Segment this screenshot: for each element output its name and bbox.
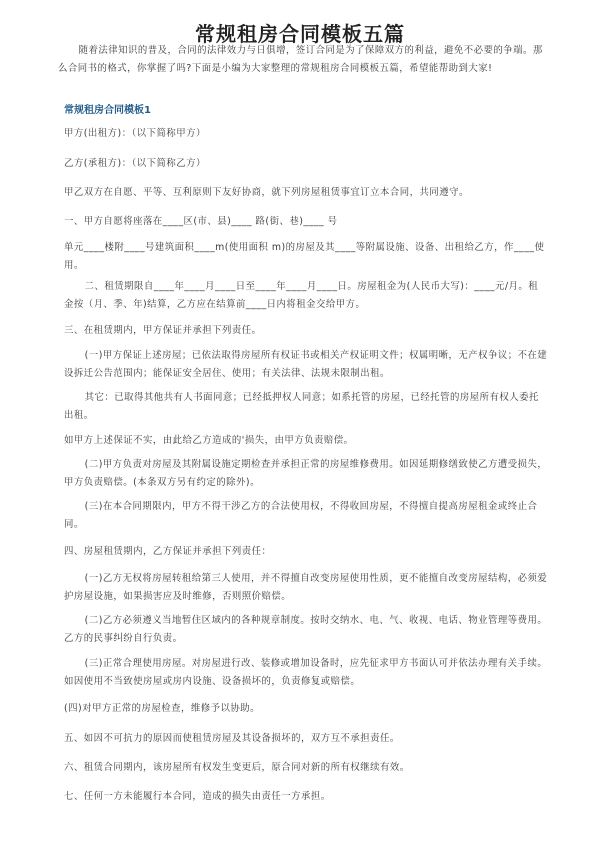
clause-4-4-line: (四)对甲方正常的房屋检查，维修予以协助。 [64, 703, 260, 714]
clause-5-line: 五、如因不可抗力的原因而使租赁房屋及其设备损坏的，双方互不承担责任。 [64, 733, 400, 744]
party-a-line: 甲方(出租方)：（以下简称甲方） [64, 128, 206, 139]
clause-1-line-1: 一、甲方自愿将座落在____区(市、县)____ 路(街、巷)____ 号 [64, 216, 338, 227]
clause-1-line-2: 单元____楼附____号建筑面积____m(使用面积 m)的房屋及其____等附属设施、设备、出租给乙方，作____使用。 [64, 242, 545, 271]
intro-paragraph: 随着法律知识的普及，合同的法律效力与日俱增，签订合同是为了保障双方的利益，避免不必要的争端。那么合同书的格式，你掌握了吗?下面是小编为大家整理的常规租房合同模板五篇，希望能帮助到大家! [58, 45, 543, 74]
clause-4-2-paragraph: (二)乙方必须遵义当地暂住区域内的各种规章制度。按时交纳水、电、气、收视、电话、物业管理等费用。乙方的民事纠纷自行负责。 [64, 615, 548, 644]
preamble-paragraph: 甲乙双方在自愿、平等、互利原则下友好协商，就下列房屋租赁事宜订立本合同，共同遵守。 [64, 187, 469, 198]
clause-6-line: 六、租赁合同期内，该房屋所有权发生变更后，原合同对新的所有权继续有效。 [64, 762, 410, 773]
clause-4-3-paragraph: (三)正常合理使用房屋。对房屋进行改、装修或增加设备时，应先征求甲方书面认可并依法办理有关手续。如因使用不当致使房屋或房内设施、设备损坏的，负责修复或赔偿。 [64, 658, 548, 687]
clause-3-1-paragraph: (一)甲方保证上述房屋；已依法取得房屋所有权证书或相关产权证明文件；权属明晰，无产权争议；不在建设拆迁公告范围内；能保证安全居住、使用；有关法律、法规未限制出租。 [64, 350, 548, 379]
party-b-line: 乙方(承租方)：（以下简称乙方） [64, 158, 206, 169]
clause-3-liability-line: 如甲方上述保证不实，由此给乙方造成的'损失，由甲方负责赔偿。 [64, 435, 354, 446]
clause-2-paragraph: 二、租赁期限自____年____月____日至____年____月____日。房屋租金为(人民币大写)：____元/月。租金按（月、季、年)结算，乙方应在结算前____日内将租金交给甲方。 [64, 281, 539, 310]
clause-7-line: 七、任何一方未能履行本合同，造成的损失由责任一方承担。 [64, 791, 331, 802]
clause-4-1-paragraph: (一)乙方无权将房屋转租给第三人使用，并不得擅自改变房屋使用性质，更不能擅自改变房屋结构，必须爱护房屋设施，如果损害应及时维修，否则照价赔偿。 [64, 573, 548, 602]
page-title: 常规租房合同模板五篇 [195, 22, 405, 46]
section-title: 常规租房合同模板1 [64, 105, 151, 116]
clause-3-heading: 三、在租赁期内，甲方保证并承担下列责任。 [64, 325, 262, 336]
clause-3-3-paragraph: (三)在本合同期限内，甲方不得干涉乙方的合法使用权，不得收回房屋，不得擅自提高房屋租金或终止合同。 [64, 501, 538, 530]
clause-4-heading: 四、房屋租赁期内，乙方保证并承担下列责任： [64, 546, 272, 557]
clause-3-other-paragraph: 其它：已取得其他共有人书面同意；已经抵押权人同意；如系托管的房屋，已经托管的房屋所有权人委托出租。 [64, 392, 539, 421]
clause-3-2-paragraph: (二)甲方负责对房屋及其附属设施定期检查并承担正常的房屋维修费用。如因延期修缮致使乙方遭受损失，甲方负责赔偿。(本条双方另有约定的除外)。 [64, 459, 548, 488]
